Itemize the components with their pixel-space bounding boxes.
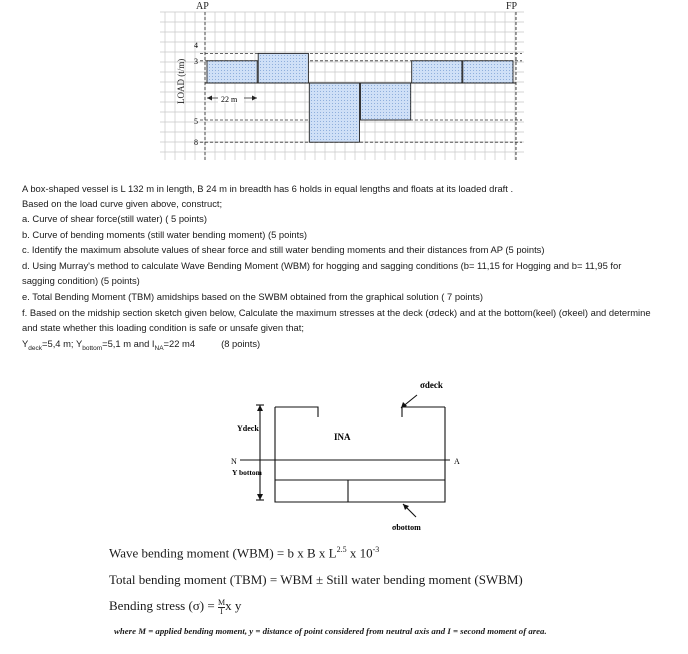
question-a: a. Curve of shear force(still water) ( 5 points) — [22, 213, 207, 224]
fp-label: FP — [506, 1, 518, 12]
tick-label-4: 4 — [194, 41, 198, 50]
sigma-bottom-label: σbottom — [392, 523, 421, 532]
question-f-line2: and state whether this loading condition is safe or unsafe given that; — [22, 322, 304, 333]
n-label: N — [231, 457, 237, 466]
y-bottom-label: Y bottom — [232, 468, 262, 477]
question-given: $Y_{deck}=5,4$ m; $Y_{bottom}=5,1$ m and $I_{NA}=22$ m4 (8 points) — [22, 338, 261, 352]
formula-tbm: Total bending moment (TBM) = WBM ± Still water bending moment (SWBM) — [109, 572, 523, 587]
formula-definitions: where M = applied bending moment, y = distance of point considered from neutral axis and I = second moment of area. — [114, 626, 547, 636]
question-d-line2: sagging condition) (5 points) — [22, 275, 140, 286]
sigma-deck-label: σdeck — [420, 380, 443, 390]
question-c: c. Identify the maximum absolute values of shear force and still water bending moments and their distances from AP (5 points) — [22, 244, 545, 255]
question-based-on: Based on the load curve given above, construct; — [22, 198, 223, 209]
question-b: b. Curve of bending moments (still water bending moment) (5 points) — [22, 229, 308, 240]
a-label: A — [454, 457, 460, 466]
tick-label-3: 3 — [194, 57, 198, 66]
question-f-line1: f. Based on the midship section sketch given below, Calculate the maximum stresses at the deck (σdeck) and at the bottom(keel) (σkeel) and determine — [22, 307, 651, 318]
y-deck-label: Ydeck — [237, 424, 259, 433]
formula-wbm: Wave bending moment (WBM) = b x B x $L^{2.5}$ x $10^{-3}$ — [109, 545, 380, 561]
load-bar-5 — [412, 61, 462, 83]
y-axis-label: LOAD (t/m) — [176, 58, 186, 104]
question-d-line1: d. Using Murray's method to calculate Wave Bending Moment (WBM) for hogging and sagging conditions (b= 11,15 for Hogging and b= 11,95 for — [22, 260, 622, 271]
load-bar-6 — [463, 61, 513, 83]
load-curve-chart — [160, 0, 525, 162]
tick-label-5: 5 — [194, 117, 198, 126]
question-intro: A box-shaped vessel is L 132 m in length, B 24 m in breadth has 6 holds in equal lengths and floats at its loaded draft . — [22, 183, 514, 194]
hull-outline — [275, 407, 445, 502]
load-bar-1 — [207, 61, 257, 83]
question-e: e. Total Bending Moment (TBM) amidships based on the SWBM obtained from the graphical solution ( 7 points) — [22, 291, 483, 302]
tick-label-8: 8 — [194, 138, 198, 147]
load-bar-3 — [309, 83, 359, 142]
ap-label: AP — [196, 1, 209, 12]
midship-section-sketch — [220, 372, 500, 542]
load-bar-2 — [258, 53, 308, 83]
spacing-label: 22 m — [221, 95, 238, 104]
ina-label: INA — [334, 432, 351, 442]
formula-bending-stress: Bending stress (σ) = $\frac{M}{I}$ x y — [109, 597, 242, 616]
load-bar-4 — [361, 83, 411, 120]
